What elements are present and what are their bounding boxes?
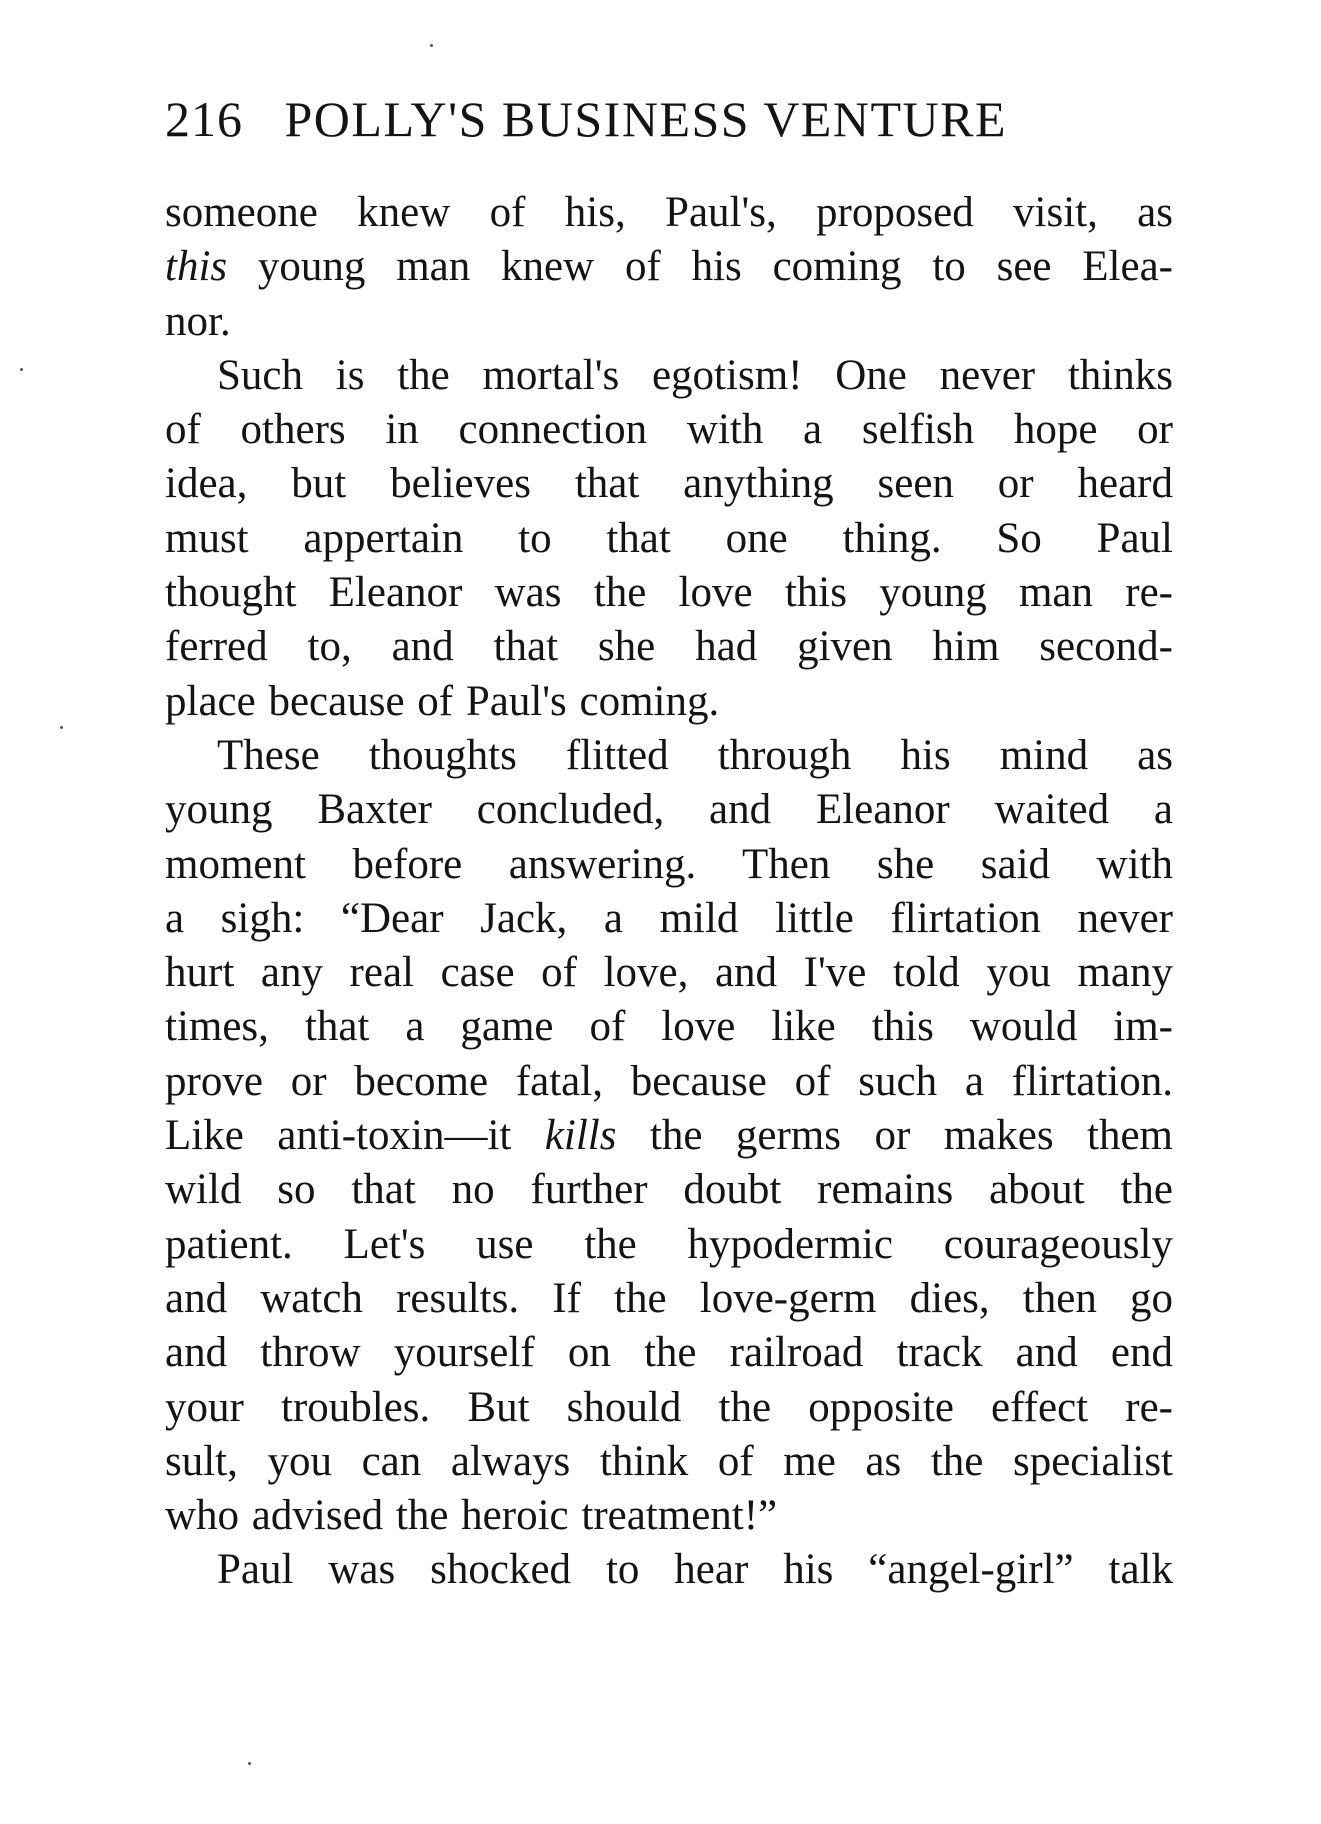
text-line: hurt any real case of love, and I've told you many (165, 949, 1173, 997)
running-title: POLLY'S BUSINESS VENTURE (284, 91, 1007, 147)
text-line: your troubles. But should the opposite effect re- (165, 1383, 1173, 1431)
italic-emphasis: kills (544, 1112, 617, 1160)
text-line: of others in connection with a selfish hope or (165, 406, 1173, 454)
text-line: patient. Let's use the hypodermic courageously (165, 1220, 1173, 1268)
paragraph-first-line: Paul was shocked to hear his “angel-girl” talk (217, 1546, 1173, 1594)
text-line: who advised the heroic treatment!” (165, 1492, 778, 1540)
paper-speck (20, 368, 23, 371)
text-line: sult, you can always think of me as the specialist (165, 1437, 1173, 1485)
text-line: place because of Paul's coming. (165, 677, 720, 725)
text-line: times, that a game of love like this would im- (165, 1003, 1173, 1051)
text-span: the germs or makes them (616, 1112, 1173, 1160)
paragraph-first-line: Such is the mortal's egotism! One never thinks (217, 351, 1173, 399)
paper-speck (248, 1762, 251, 1765)
text-line: someone knew of his, Paul's, proposed visit, as (165, 189, 1173, 236)
page-header (165, 84, 1165, 154)
text-line: wild so that no further doubt remains about the (165, 1166, 1173, 1214)
text-span: Like anti-toxin—it (165, 1112, 545, 1160)
text-line: thought Eleanor was the love this young man re- (165, 569, 1173, 617)
text-line: and throw yourself on the railroad track and end (165, 1329, 1173, 1377)
paper-speck (430, 44, 433, 47)
paragraph-first-line: These thoughts flitted through his mind as (217, 731, 1173, 779)
text-line: idea, but believes that anything seen or heard (165, 460, 1173, 508)
text-span: young man knew of his coming to see Elea- (227, 243, 1173, 291)
text-line (165, 240, 1173, 294)
text-line: and watch results. If the love-germ dies, then go (165, 1274, 1173, 1322)
page-number: 216 (165, 91, 243, 147)
text-line: moment before answering. Then she said with (165, 840, 1173, 888)
text-line: nor. (165, 297, 231, 345)
paper-speck (60, 726, 63, 729)
text-line: young Baxter concluded, and Eleanor waited a (165, 786, 1173, 834)
text-line (165, 1109, 1173, 1163)
text-line: ferred to, and that she had given him second- (165, 623, 1173, 671)
italic-emphasis: this (165, 243, 228, 291)
body-text (165, 186, 1173, 1598)
text-line: prove or become fatal, because of such a flirtation. (165, 1057, 1173, 1105)
text-line: a sigh: “Dear Jack, a mild little flirtation never (165, 894, 1173, 942)
text-line: must appertain to that one thing. So Paul (165, 514, 1173, 562)
